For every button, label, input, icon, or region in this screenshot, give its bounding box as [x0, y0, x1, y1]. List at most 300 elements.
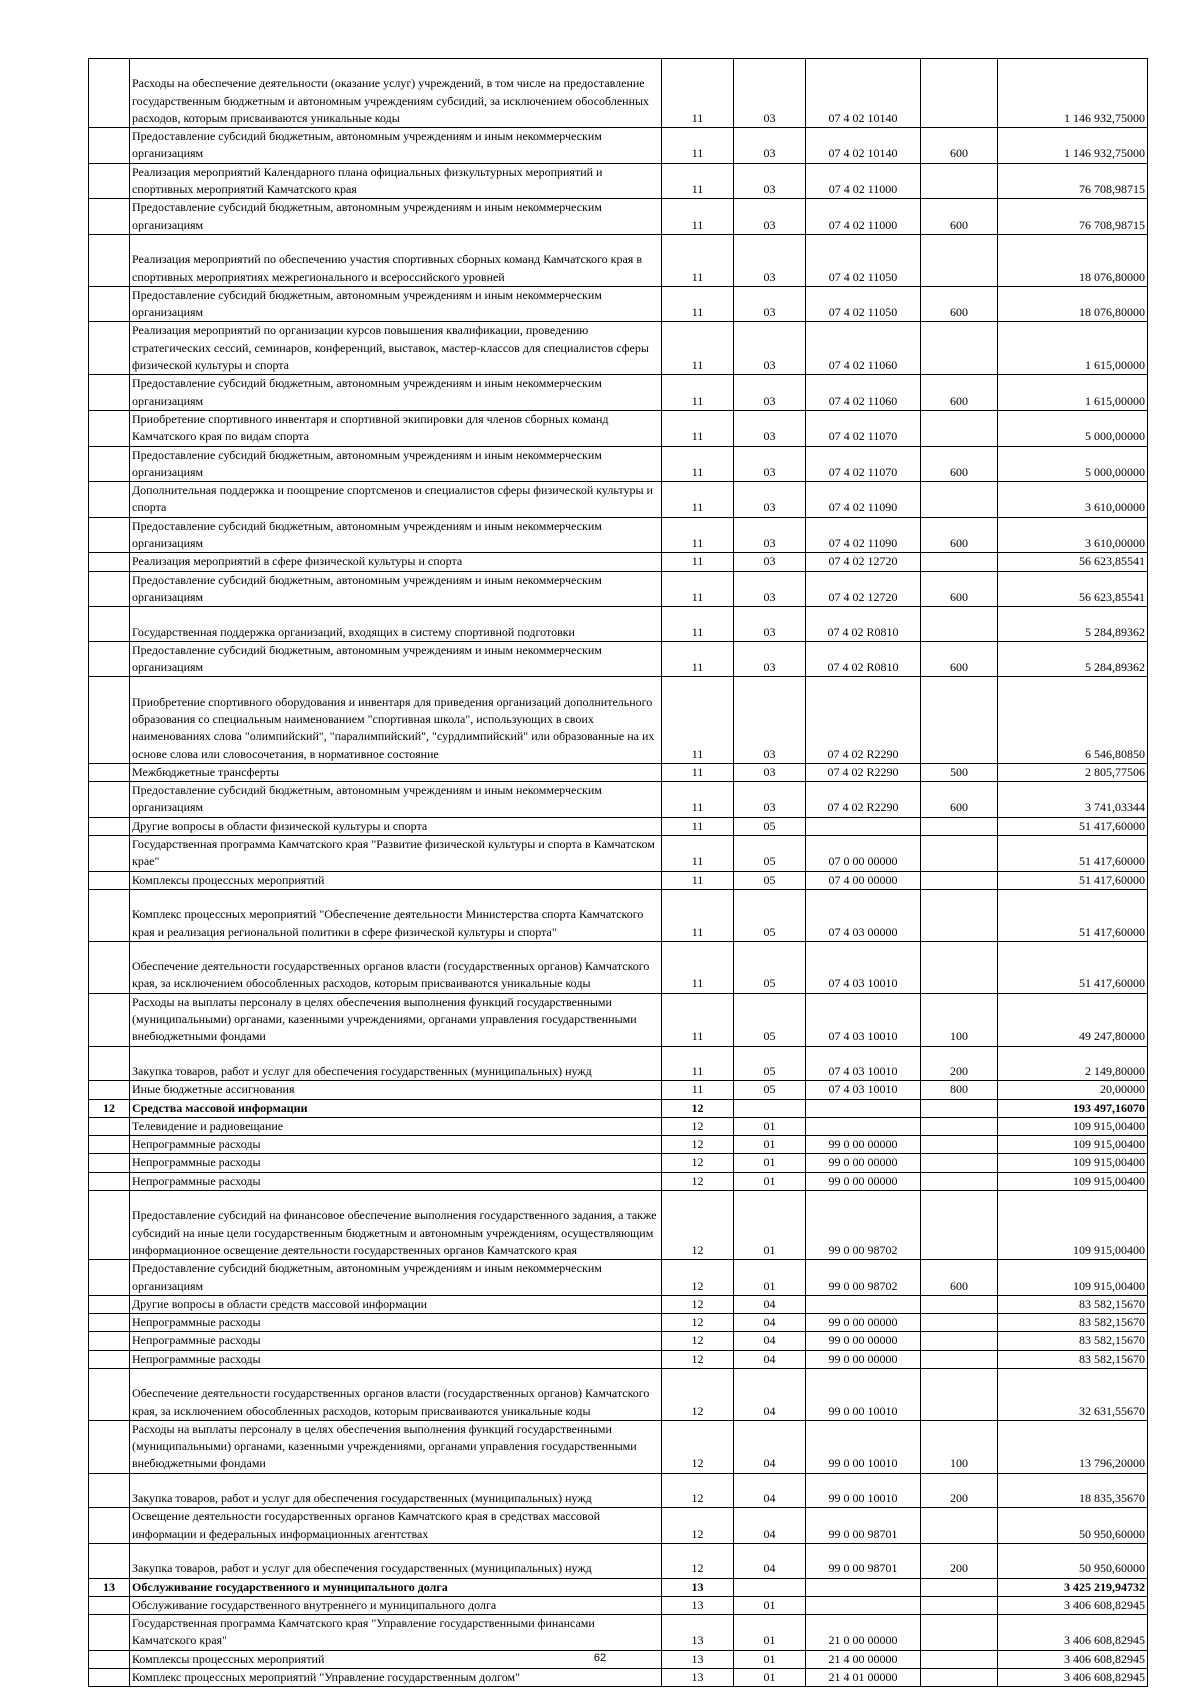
- row-expense-type: [921, 1332, 998, 1350]
- row-target-code: [806, 1578, 921, 1596]
- row-number: [89, 889, 130, 941]
- row-number: [89, 641, 130, 677]
- row-name: Реализация мероприятий в сфере физической культуры и спорта: [130, 553, 662, 571]
- row-sum: 18 076,80000: [998, 286, 1148, 322]
- table-row: [89, 1578, 1148, 1596]
- row-subsection: 05: [734, 1046, 806, 1081]
- row-target-code: 07 4 02 R0810: [806, 607, 921, 642]
- row-number: [89, 446, 130, 482]
- row-number: [89, 199, 130, 235]
- row-expense-type: [921, 677, 998, 764]
- row-section: 11: [662, 410, 734, 446]
- table-row: [89, 763, 1148, 781]
- row-subsection: 04: [734, 1332, 806, 1350]
- row-sum: 76 708,98715: [998, 199, 1148, 235]
- row-target-code: 99 0 00 98702: [806, 1191, 921, 1260]
- row-name: Расходы на выплаты персоналу в целях обеспечения выполнения функций государственными (муниципальными) органами, казенными учреждениями, органами управления государственными внебюджетными фондами: [130, 1420, 662, 1473]
- row-name: Закупка товаров, работ и услуг для обеспечения государственных (муниципальных) нужд: [130, 1046, 662, 1081]
- row-number: [89, 1350, 130, 1368]
- row-sum: 83 582,15670: [998, 1332, 1148, 1350]
- row-target-code: 07 0 00 00000: [806, 836, 921, 872]
- row-target-code: [806, 1117, 921, 1135]
- row-expense-type: 200: [921, 1473, 998, 1508]
- table-row: [89, 1669, 1148, 1687]
- row-expense-type: [921, 1314, 998, 1332]
- table-row: [89, 199, 1148, 235]
- row-target-code: 07 4 02 R0810: [806, 641, 921, 677]
- row-name: Предоставление субсидий бюджетным, автономным учреждениям и иным некоммерческим организациям: [130, 517, 662, 553]
- row-sum: 56 623,85541: [998, 553, 1148, 571]
- row-sum: 13 796,20000: [998, 1420, 1148, 1473]
- row-expense-type: [921, 607, 998, 642]
- row-sum: 83 582,15670: [998, 1350, 1148, 1368]
- row-name: Другие вопросы в области физической культуры и спорта: [130, 817, 662, 835]
- row-section: 11: [662, 553, 734, 571]
- row-sum: 109 915,00400: [998, 1154, 1148, 1172]
- row-section: 12: [662, 1154, 734, 1172]
- row-name: Приобретение спортивного оборудования и инвентаря для приведения организаций дополнительного образования со специальным наименованием "спортивная школа", использующих в своих наименованиях слова "олимпийский", "паралимпийский", "сурдлимпийский" или образованные на их основе слова или словосочетания, в нормативное состояние: [130, 677, 662, 764]
- budget-table: [88, 58, 1148, 1687]
- row-expense-type: [921, 1117, 998, 1135]
- row-target-code: 99 0 00 00000: [806, 1314, 921, 1332]
- table-row: [89, 1314, 1148, 1332]
- row-number: [89, 1669, 130, 1687]
- row-number: [89, 782, 130, 818]
- row-subsection: 04: [734, 1508, 806, 1544]
- row-expense-type: [921, 1578, 998, 1596]
- row-section: 11: [662, 941, 734, 993]
- row-subsection: 01: [734, 1615, 806, 1651]
- row-target-code: 21 0 00 00000: [806, 1615, 921, 1651]
- table-row: [89, 677, 1148, 764]
- row-section: 11: [662, 1081, 734, 1099]
- row-expense-type: [921, 163, 998, 199]
- row-number: [89, 1368, 130, 1420]
- row-expense-type: 200: [921, 1046, 998, 1081]
- row-number: [89, 286, 130, 322]
- row-target-code: 99 0 00 00000: [806, 1136, 921, 1154]
- row-section: 11: [662, 607, 734, 642]
- row-name: Реализация мероприятий Календарного плана официальных физкультурных мероприятий и спортивных мероприятий Камчатского края: [130, 163, 662, 199]
- row-subsection: 03: [734, 59, 806, 128]
- row-number: [89, 677, 130, 764]
- row-section: 11: [662, 199, 734, 235]
- row-name: Непрограммные расходы: [130, 1136, 662, 1154]
- row-name: Закупка товаров, работ и услуг для обеспечения государственных (муниципальных) нужд: [130, 1473, 662, 1508]
- row-sum: 3 406 608,82945: [998, 1650, 1148, 1668]
- row-name: Межбюджетные трансферты: [130, 763, 662, 781]
- table-row: [89, 1172, 1148, 1190]
- row-target-code: 07 4 02 11060: [806, 375, 921, 411]
- row-name: Государственная поддержка организаций, входящих в систему спортивной подготовки: [130, 607, 662, 642]
- row-number: [89, 871, 130, 889]
- table-row: [89, 1420, 1148, 1473]
- row-section: 11: [662, 763, 734, 781]
- table-row: [89, 1154, 1148, 1172]
- row-target-code: 07 4 03 00000: [806, 889, 921, 941]
- row-expense-type: 500: [921, 763, 998, 781]
- table-row: [89, 641, 1148, 677]
- row-target-code: 07 4 02 11000: [806, 199, 921, 235]
- row-section: 11: [662, 517, 734, 553]
- row-expense-type: [921, 1295, 998, 1313]
- row-target-code: 07 4 02 11050: [806, 234, 921, 286]
- row-sum: 109 915,00400: [998, 1172, 1148, 1190]
- row-sum: 51 417,60000: [998, 817, 1148, 835]
- row-section: 12: [662, 1473, 734, 1508]
- row-sum: 2 149,80000: [998, 1046, 1148, 1081]
- row-expense-type: [921, 1615, 998, 1651]
- row-subsection: 03: [734, 322, 806, 375]
- table-row: [89, 941, 1148, 993]
- row-name: Предоставление субсидий бюджетным, автономным учреждениям и иным некоммерческим организациям: [130, 128, 662, 164]
- row-subsection: 03: [734, 163, 806, 199]
- row-expense-type: [921, 1172, 998, 1190]
- row-expense-type: 600: [921, 375, 998, 411]
- table-row: [89, 1136, 1148, 1154]
- table-row: [89, 871, 1148, 889]
- row-sum: 109 915,00400: [998, 1117, 1148, 1135]
- row-subsection: 03: [734, 375, 806, 411]
- row-section: 12: [662, 1099, 734, 1117]
- row-subsection: 01: [734, 1172, 806, 1190]
- row-section: 12: [662, 1191, 734, 1260]
- row-target-code: 99 0 00 00000: [806, 1172, 921, 1190]
- table-row: [89, 375, 1148, 411]
- row-target-code: [806, 1099, 921, 1117]
- row-section: 13: [662, 1650, 734, 1668]
- row-target-code: 99 0 00 00000: [806, 1154, 921, 1172]
- table-row: [89, 517, 1148, 553]
- row-expense-type: [921, 1099, 998, 1117]
- row-sum: 3 741,03344: [998, 782, 1148, 818]
- table-row: [89, 128, 1148, 164]
- table-row: [89, 607, 1148, 642]
- row-number: [89, 128, 130, 164]
- row-sum: 5 000,00000: [998, 446, 1148, 482]
- row-section: 11: [662, 375, 734, 411]
- row-name: Обеспечение деятельности государственных органов власти (государственных органов) Камчатского края, за исключением обособленных расходов, которым присваиваются уникальные коды: [130, 1368, 662, 1420]
- row-name: Средства массовой информации: [130, 1099, 662, 1117]
- row-subsection: 05: [734, 817, 806, 835]
- row-subsection: 01: [734, 1596, 806, 1614]
- row-target-code: 07 4 02 10140: [806, 59, 921, 128]
- row-expense-type: [921, 1154, 998, 1172]
- table-row: [89, 1081, 1148, 1099]
- row-sum: 193 497,16070: [998, 1099, 1148, 1117]
- row-subsection: 03: [734, 199, 806, 235]
- row-expense-type: 600: [921, 571, 998, 607]
- row-section: 11: [662, 1046, 734, 1081]
- row-subsection: 03: [734, 517, 806, 553]
- table-row: [89, 571, 1148, 607]
- row-number: [89, 553, 130, 571]
- row-expense-type: [921, 410, 998, 446]
- row-subsection: 03: [734, 607, 806, 642]
- row-section: 12: [662, 1260, 734, 1296]
- row-name: Телевидение и радиовещание: [130, 1117, 662, 1135]
- row-name: Расходы на обеспечение деятельности (оказание услуг) учреждений, в том числе на предоставление государственным бюджетным и автономным учреждениям субсидий, за исключением обособленных расходов, которым присваиваются уникальные коды: [130, 59, 662, 128]
- row-name: Иные бюджетные ассигнования: [130, 1081, 662, 1099]
- table-row: [89, 1350, 1148, 1368]
- row-sum: 56 623,85541: [998, 571, 1148, 607]
- table-row: [89, 1543, 1148, 1578]
- row-sum: 1 146 932,75000: [998, 128, 1148, 164]
- row-expense-type: 600: [921, 199, 998, 235]
- row-subsection: 04: [734, 1543, 806, 1578]
- row-subsection: 03: [734, 677, 806, 764]
- row-number: [89, 1332, 130, 1350]
- row-number: [89, 410, 130, 446]
- row-section: 11: [662, 993, 734, 1046]
- budget-table-body: [89, 59, 1148, 1687]
- row-subsection: 01: [734, 1117, 806, 1135]
- row-section: 11: [662, 322, 734, 375]
- row-expense-type: [921, 836, 998, 872]
- row-expense-type: 600: [921, 1260, 998, 1296]
- row-target-code: 07 4 02 R2290: [806, 677, 921, 764]
- row-section: 12: [662, 1172, 734, 1190]
- row-sum: 3 406 608,82945: [998, 1596, 1148, 1614]
- row-target-code: 07 4 02 10140: [806, 128, 921, 164]
- row-number: [89, 993, 130, 1046]
- row-expense-type: [921, 889, 998, 941]
- row-name: Реализация мероприятий по обеспечению участия спортивных сборных команд Камчатского края в спортивных мероприятиях межрегионального и всероссийского уровней: [130, 234, 662, 286]
- table-row: [89, 163, 1148, 199]
- table-row: [89, 993, 1148, 1046]
- row-section: 11: [662, 59, 734, 128]
- row-subsection: 03: [734, 286, 806, 322]
- row-subsection: 03: [734, 553, 806, 571]
- table-row: [89, 59, 1148, 128]
- row-section: 13: [662, 1596, 734, 1614]
- table-row: [89, 1046, 1148, 1081]
- row-section: 12: [662, 1136, 734, 1154]
- row-sum: 3 610,00000: [998, 517, 1148, 553]
- row-subsection: 04: [734, 1473, 806, 1508]
- row-number: 13: [89, 1578, 130, 1596]
- row-subsection: 03: [734, 446, 806, 482]
- row-subsection: 05: [734, 993, 806, 1046]
- row-section: 13: [662, 1615, 734, 1651]
- table-row: [89, 1117, 1148, 1135]
- table-row: [89, 1295, 1148, 1313]
- row-name: Обеспечение деятельности государственных органов власти (государственных органов) Камчатского края, за исключением обособленных расходов, которым присваиваются уникальные коды: [130, 941, 662, 993]
- row-target-code: 07 4 02 R2290: [806, 782, 921, 818]
- row-sum: 3 406 608,82945: [998, 1669, 1148, 1687]
- row-name: Другие вопросы в области средств массовой информации: [130, 1295, 662, 1313]
- row-section: 12: [662, 1508, 734, 1544]
- row-sum: 20,00000: [998, 1081, 1148, 1099]
- row-name: Государственная программа Камчатского края "Развитие физической культуры и спорта в Камчатском крае": [130, 836, 662, 872]
- row-target-code: 07 4 03 10010: [806, 1081, 921, 1099]
- row-section: 12: [662, 1117, 734, 1135]
- row-subsection: 01: [734, 1136, 806, 1154]
- row-expense-type: [921, 817, 998, 835]
- row-section: 12: [662, 1543, 734, 1578]
- row-name: Непрограммные расходы: [130, 1172, 662, 1190]
- row-name: Обслуживание государственного внутреннего и муниципального долга: [130, 1596, 662, 1614]
- row-section: 11: [662, 782, 734, 818]
- row-expense-type: [921, 1136, 998, 1154]
- row-number: [89, 1543, 130, 1578]
- row-sum: 3 406 608,82945: [998, 1615, 1148, 1651]
- row-sum: 3 610,00000: [998, 482, 1148, 518]
- row-sum: 6 546,80850: [998, 677, 1148, 764]
- row-expense-type: [921, 1368, 998, 1420]
- row-name: Освещение деятельности государственных органов Камчатского края в средствах массовой информации и федеральных информационных агентствах: [130, 1508, 662, 1544]
- row-number: [89, 571, 130, 607]
- row-number: [89, 1596, 130, 1614]
- row-target-code: [806, 817, 921, 835]
- row-number: [89, 482, 130, 518]
- row-target-code: 21 4 00 00000: [806, 1650, 921, 1668]
- row-name: Комплексы процессных мероприятий: [130, 1650, 662, 1668]
- row-target-code: 07 4 02 11070: [806, 410, 921, 446]
- row-number: [89, 322, 130, 375]
- row-expense-type: 600: [921, 446, 998, 482]
- row-target-code: 07 4 02 12720: [806, 571, 921, 607]
- row-expense-type: [921, 482, 998, 518]
- row-number: [89, 1314, 130, 1332]
- row-target-code: 07 4 02 12720: [806, 553, 921, 571]
- row-subsection: 01: [734, 1260, 806, 1296]
- row-subsection: 03: [734, 482, 806, 518]
- row-expense-type: [921, 322, 998, 375]
- row-section: 11: [662, 482, 734, 518]
- row-number: [89, 1615, 130, 1651]
- row-sum: 5 284,89362: [998, 607, 1148, 642]
- row-subsection: 01: [734, 1191, 806, 1260]
- row-number: [89, 1260, 130, 1296]
- table-row: [89, 553, 1148, 571]
- row-name: Предоставление субсидий бюджетным, автономным учреждениям и иным некоммерческим организациям: [130, 641, 662, 677]
- row-section: 11: [662, 163, 734, 199]
- row-number: [89, 1172, 130, 1190]
- row-expense-type: [921, 1596, 998, 1614]
- row-sum: 51 417,60000: [998, 941, 1148, 993]
- table-row: [89, 782, 1148, 818]
- table-row: [89, 1473, 1148, 1508]
- row-name: Предоставление субсидий бюджетным, автономным учреждениям и иным некоммерческим организациям: [130, 1260, 662, 1296]
- row-name: Реализация мероприятий по организации курсов повышения квалификации, проведению стратегических сессий, семинаров, конференций, выставок, мастер-классов для специалистов сферы физической культуры и спорта: [130, 322, 662, 375]
- row-subsection: 05: [734, 889, 806, 941]
- row-sum: 5 284,89362: [998, 641, 1148, 677]
- row-target-code: 99 0 00 98701: [806, 1543, 921, 1578]
- table-row: [89, 1191, 1148, 1260]
- row-number: [89, 1136, 130, 1154]
- row-number: [89, 375, 130, 411]
- row-section: 11: [662, 836, 734, 872]
- row-name: Приобретение спортивного инвентаря и спортивной экипировки для членов сборных команд Камчатского края по видам спорта: [130, 410, 662, 446]
- row-subsection: 05: [734, 941, 806, 993]
- row-target-code: 07 4 03 10010: [806, 993, 921, 1046]
- table-row: [89, 1596, 1148, 1614]
- row-number: [89, 1420, 130, 1473]
- row-subsection: 01: [734, 1650, 806, 1668]
- row-number: [89, 163, 130, 199]
- row-expense-type: [921, 941, 998, 993]
- row-sum: 32 631,55670: [998, 1368, 1148, 1420]
- table-row: [89, 817, 1148, 835]
- row-name: Непрограммные расходы: [130, 1314, 662, 1332]
- row-section: 12: [662, 1350, 734, 1368]
- row-target-code: [806, 1295, 921, 1313]
- row-sum: 1 615,00000: [998, 322, 1148, 375]
- row-target-code: [806, 1596, 921, 1614]
- row-target-code: 07 4 02 11070: [806, 446, 921, 482]
- table-row: [89, 1508, 1148, 1544]
- row-name: Закупка товаров, работ и услуг для обеспечения государственных (муниципальных) нужд: [130, 1543, 662, 1578]
- row-section: 12: [662, 1332, 734, 1350]
- row-name: Расходы на выплаты персоналу в целях обеспечения выполнения функций государственными (муниципальными) органами, казенными учреждениями, органами управления государственными внебюджетными фондами: [130, 993, 662, 1046]
- table-row: [89, 1099, 1148, 1117]
- row-expense-type: [921, 553, 998, 571]
- row-name: Государственная программа Камчатского края "Управление государственными финансами Камчатского края": [130, 1615, 662, 1651]
- table-row: [89, 836, 1148, 872]
- row-target-code: 99 0 00 98702: [806, 1260, 921, 1296]
- row-sum: 49 247,80000: [998, 993, 1148, 1046]
- row-section: 11: [662, 889, 734, 941]
- row-name: Непрограммные расходы: [130, 1350, 662, 1368]
- table-row: [89, 482, 1148, 518]
- row-number: [89, 817, 130, 835]
- row-name: Предоставление субсидий бюджетным, автономным учреждениям и иным некоммерческим организациям: [130, 375, 662, 411]
- row-target-code: 07 4 03 10010: [806, 941, 921, 993]
- row-subsection: 04: [734, 1350, 806, 1368]
- row-number: [89, 941, 130, 993]
- row-name: Комплексы процессных мероприятий: [130, 871, 662, 889]
- row-name: Комплекс процессных мероприятий "Обеспечение деятельности Министерства спорта Камчатского края и реализация региональной политики в сфере физической культуры и спорта": [130, 889, 662, 941]
- row-number: [89, 1117, 130, 1135]
- table-row: [89, 322, 1148, 375]
- row-expense-type: 200: [921, 1543, 998, 1578]
- row-sum: 2 805,77506: [998, 763, 1148, 781]
- row-subsection: 03: [734, 128, 806, 164]
- row-number: [89, 763, 130, 781]
- table-row: [89, 1260, 1148, 1296]
- row-section: 11: [662, 817, 734, 835]
- row-name: Комплекс процессных мероприятий "Управление государственным долгом": [130, 1669, 662, 1687]
- row-name: Предоставление субсидий бюджетным, автономным учреждениям и иным некоммерческим организациям: [130, 782, 662, 818]
- row-section: 11: [662, 871, 734, 889]
- row-expense-type: 600: [921, 286, 998, 322]
- row-target-code: 99 0 00 00000: [806, 1332, 921, 1350]
- row-number: 12: [89, 1099, 130, 1117]
- row-subsection: [734, 1578, 806, 1596]
- row-subsection: [734, 1099, 806, 1117]
- row-sum: 3 425 219,94732: [998, 1578, 1148, 1596]
- row-expense-type: [921, 871, 998, 889]
- row-subsection: 05: [734, 871, 806, 889]
- row-name: Предоставление субсидий бюджетным, автономным учреждениям и иным некоммерческим организациям: [130, 199, 662, 235]
- row-number: [89, 607, 130, 642]
- row-sum: 83 582,15670: [998, 1295, 1148, 1313]
- row-expense-type: 600: [921, 641, 998, 677]
- row-subsection: 01: [734, 1669, 806, 1687]
- table-row: [89, 1615, 1148, 1651]
- row-expense-type: 600: [921, 782, 998, 818]
- row-target-code: 99 0 00 10010: [806, 1473, 921, 1508]
- row-expense-type: [921, 59, 998, 128]
- row-number: [89, 1508, 130, 1544]
- row-name: Непрограммные расходы: [130, 1154, 662, 1172]
- row-number: [89, 1473, 130, 1508]
- row-subsection: 05: [734, 836, 806, 872]
- row-name: Непрограммные расходы: [130, 1332, 662, 1350]
- table-row: [89, 1368, 1148, 1420]
- row-subsection: 05: [734, 1081, 806, 1099]
